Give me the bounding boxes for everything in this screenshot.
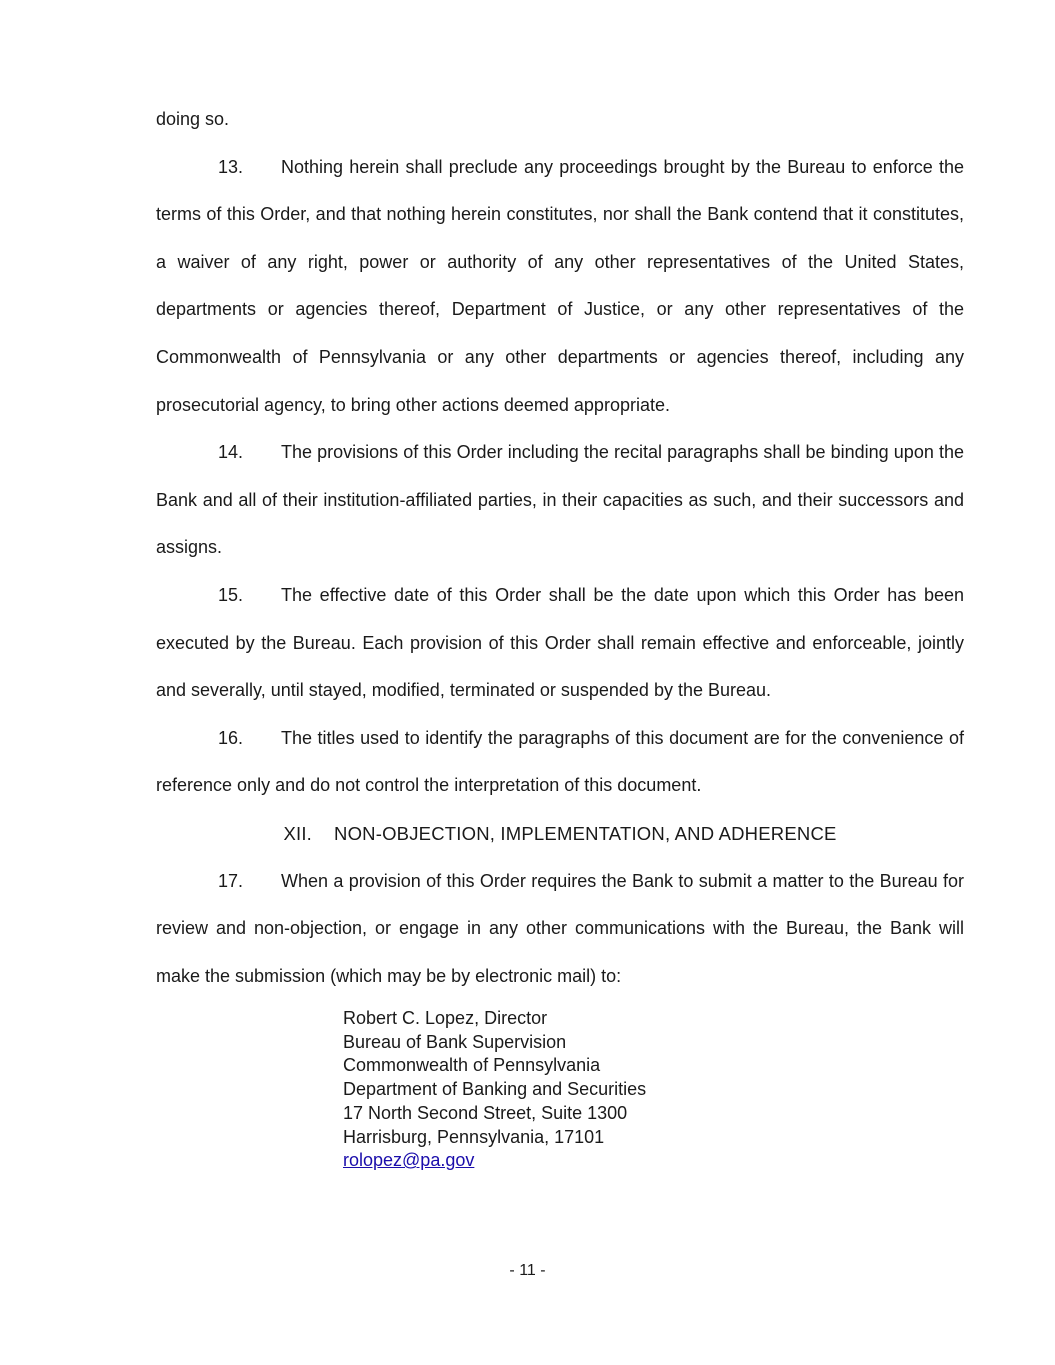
page-number: - 11 - <box>509 1262 546 1279</box>
address-street: 17 North Second Street, Suite 1300 <box>343 1102 628 1123</box>
paragraph-text: Nothing herein shall preclude any proceedings brought by the Bureau to enforce the terms of this Order, and that nothing herein constitutes, nor shall the Bank contend that it constitutes, a waiver of any right, power or authority of any other representatives of the United States, departments or agencies thereof, Department of Justice, or any other representatives of the Commonwealth of Pennsylvania or any other departments or agencies thereof, including any prosecutorial agency, to bring other actions deemed appropriate. <box>156 156 964 415</box>
paragraph-14 <box>156 429 964 572</box>
carryover-text: doing so. <box>156 109 230 129</box>
paragraph-number: 15. <box>218 584 244 605</box>
paragraph-15 <box>156 572 964 715</box>
paragraph-text: The titles used to identify the paragraphs of this document are for the convenience of reference only and do not control the interpretation of this document. <box>156 727 964 796</box>
section-heading <box>156 810 964 858</box>
paragraph-number: 16. <box>218 727 244 748</box>
address-commonwealth: Commonwealth of Pennsylvania <box>343 1055 601 1076</box>
paragraph-text: The provisions of this Order including the recital paragraphs shall be binding upon the Bank and all of their institution-affiliated parties, in their capacities as such, and their successors and assigns. <box>156 442 964 558</box>
address-block <box>343 1007 646 1173</box>
paragraph-number: 13. <box>218 156 244 177</box>
paragraph-number: 14. <box>218 442 244 463</box>
paragraph-text: When a provision of this Order requires the Bank to submit a matter to the Bureau for review and non-objection, or engage in any other communications with the Bureau, the Bank will make the submission (which may be by electronic mail) to: <box>156 870 964 986</box>
paragraph-number: 17. <box>218 870 244 891</box>
paragraph-13 <box>156 144 964 430</box>
paragraph-17 <box>156 858 964 1001</box>
address-bureau: Bureau of Bank Supervision <box>343 1031 567 1052</box>
address-city-state-zip: Harrisburg, Pennsylvania, 17101 <box>343 1126 605 1147</box>
address-department: Department of Banking and Securities <box>343 1079 647 1100</box>
section-title: NON-OBJECTION, IMPLEMENTATION, AND ADHERENCE <box>334 822 837 844</box>
paragraph-text: The effective date of this Order shall be the date upon which this Order has been executed by the Bureau. Each provision of this Order shall remain effective and enforceable, jointly and severally, until stayed, modified, terminated or suspended by the Bureau. <box>156 584 964 701</box>
paragraph-16 <box>156 715 964 810</box>
section-numeral: XII. <box>283 822 313 844</box>
address-name-title: Robert C. Lopez, Director <box>343 1008 548 1028</box>
document-body <box>156 96 964 1000</box>
email-link[interactable]: rolopez@pa.gov <box>343 1150 475 1171</box>
